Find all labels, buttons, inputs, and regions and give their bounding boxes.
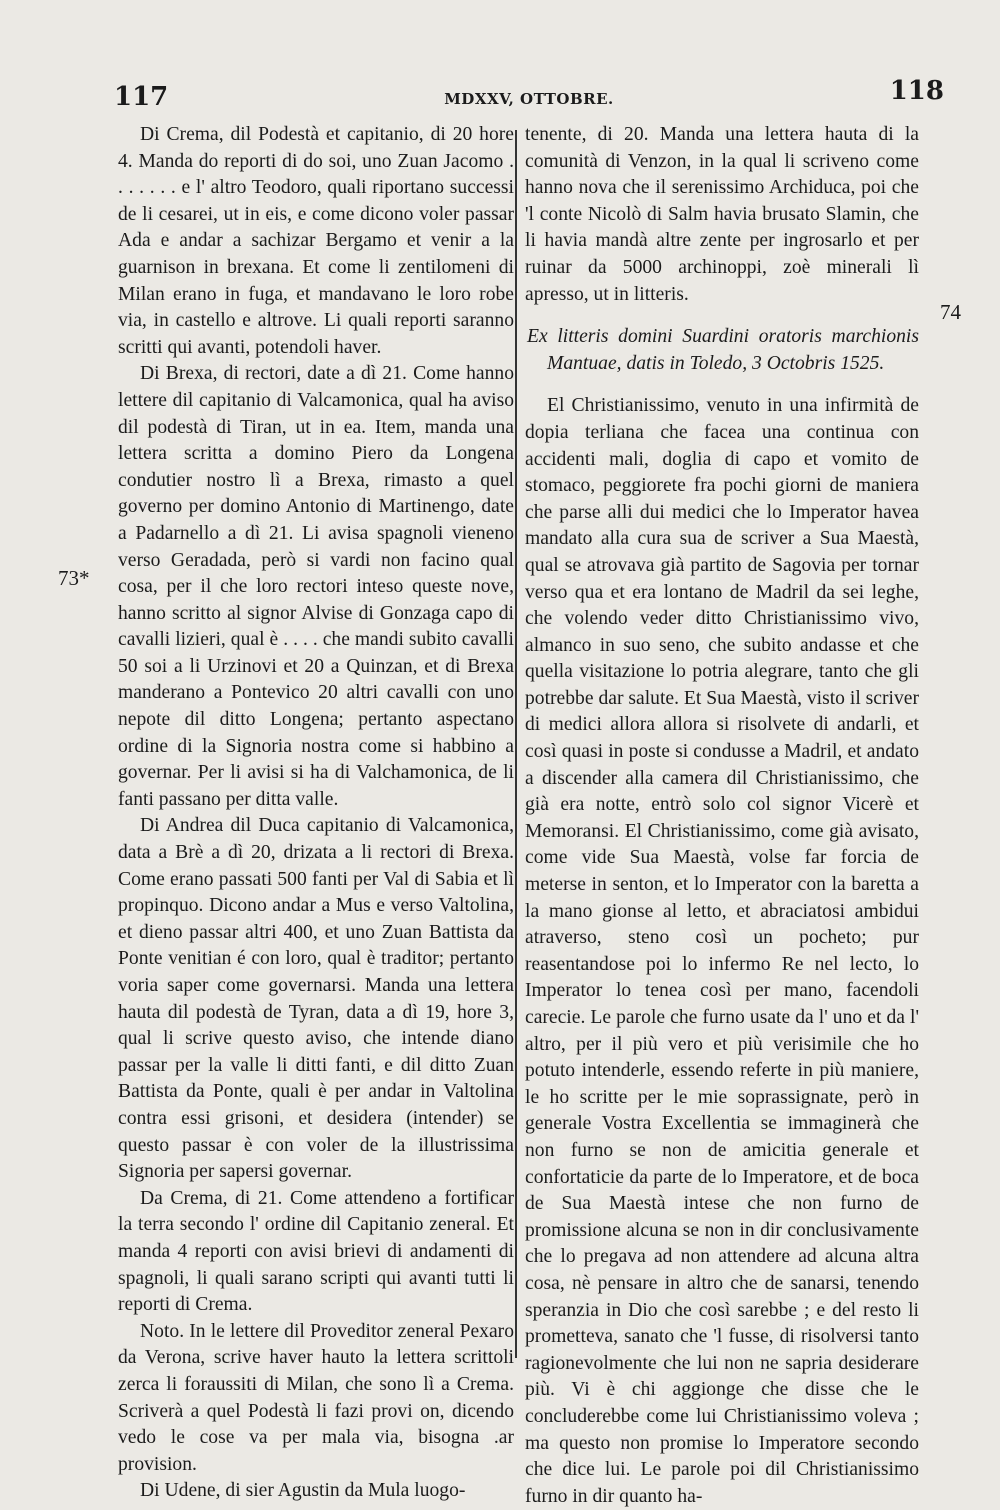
paragraph-udene: Di Udene, di sier Agustin da Mula luogo- — [140, 1480, 466, 1502]
paragraph-crema: Di Crema, dil Podestà et capitanio, di 20 hore 4. Manda do reporti di do soi, uno Zuan Jacomo . . . . . . . e l' altro Teodoro, quali riportano successi de li cesarei, ut in eis, e come dicono voler passar Ada e andar a sachizar Bergamo et venir a la guarnison in brexana. Et come li zentilomeni di Milan erano in fuga, et mandavano le loro robe via, in castello e altrove. Li quali reporti saranno scritti qui avanti, potendoli haver. — [118, 124, 514, 358]
column-divider — [515, 130, 517, 1358]
right-column — [525, 122, 919, 1510]
margin-number-right: 74 — [940, 300, 961, 324]
running-title: MDXXV, OTTOBRE. — [444, 90, 614, 108]
margin-number-left: 73* — [58, 566, 90, 590]
page-header — [114, 76, 944, 122]
page-number-left: 117 — [114, 82, 169, 112]
paragraph-crema-21: Da Crema, di 21. Come attendeno a fortificar la terra secondo l' ordine dil Capitanio zeneral. Et manda 4 reporti con avisi brievi di andamenti di spagnoli, li quali sarano scripti qui avanti tutti li reporti di Crema. — [118, 1187, 514, 1316]
left-column — [118, 122, 514, 1505]
page-number-right: 118 — [889, 76, 944, 106]
section-heading-suardini: Ex litteris domini Suardini oratoris marchionis Mantuae, datis in Toledo, 3 Octobris 1525. — [527, 326, 919, 374]
paragraph-christianissimo: El Christianissimo, venuto in una infirmità de dopia terliana che facea una continua con accidenti mali, doglia di capo et vomito de stomaco, peggiorete fra pochi giorni de maniera che parse alli dui medici che lo Imperator havea mandato alla cura sua de scriver a Sua Maestà, qual se atrovava già partito de Sagovia per tornar verso qua et era lontano de Madril da sei leghe, che volendo veder ditto Christianissimo vivo, almanco in suo seno, che subito andasse et che quella visitazione lo potria alegrare, tanto che gli potrebbe dar salute. Et Sua Maestà, visto il scriver di medici allora allora si risolvete di andarli, et così quasi in poste si condusse a Madril, et andato a discender alla camera dil Christianissimo, che già era notte, entrò solo col signor Vicerè et Memoransi. El Christianissimo, come già avisato, come vide Sua Maestà, volse far forcia de meterse in senton, et lo Imperator con la baretta a la mano gionse al letto, et abraciatosi ambidui atraverso, steno così un pocheto; pur reasentandose poi lo infermo Re nel lecto, lo Imperator lo tenea così per mano, facendoli carecie. Le parole che furno usate da l' uno et da l' altro, per il più vero et più verisimile che ho potuto intenderle, essendo referte in più maniere, le ho scritte per le mie soprassignate, però in generale Vostra Excellentia se immaginerà che non furno se non de amicitia generale et confortaticie da parte de lo Imperatore, et de boca de Sua Maestà intese che non furno de promissione alcuna se non in dir conclusivamente che lo pregava ad non attendere ad alcuna altra cosa, nè pensare in altro che de sanarsi, tenendo speranzia in Dio che così sarebbe ; e del resto li prometteva, sanato che 'l fusse, di risolversi tanto ragionevolmente che lui non ne sapria desiderare più. Vi è chi aggionge che disse che le concluderebbe come lui Christianissimo voleva ; ma questo non promise lo Imperatore secondo che dice lui. Le parole poi dil Christianissimo furno in dir quanto ha- — [525, 395, 919, 1507]
paragraph-brexa: Di Brexa, di rectori, date a dì 21. Come hanno lettere dil capitanio di Valcamonica, qual ha aviso dil podestà di Tiran, ut in ea. Item, manda una lettera scritta a domino Piero da Longena condutier nostro lì a Brexa, rimasto a quel governo per domino Antonio di Martinengo, date a Padarnello a dì 21. Li avisa spagnoli vieneno verso Geradada, però si vardi non facino qual cosa, per il che loro rectori inteso queste nove, hanno scritto al signor Alvise di Gonzaga capo di cavalli lizieri, qual è . . . . che mandi subito cavalli 50 soi a li Urzinovi et 20 a Quinzan, et di Brexa manderano a Pontevico 20 altri cavalli con uno nepote dil ditto Longena; pertanto aspectano ordine di la Signoria nostra come si habbino a governar. Per li avisi si ha di Valchamonica, de li fanti passano per ditta valle. — [118, 363, 514, 810]
paragraph-noto: Noto. In le lettere dil Proveditor zeneral Pexaro da Verona, scrive haver hauto la lettera scrittoli zerca li foraussiti di Milan, che sono lì a Crema. Scriverà a quel Podestà li fazi provi on, dicendo vedo le cose va per mala via, bisogna .ar provision. — [118, 1320, 514, 1475]
paragraph-andrea-dil-duca: Di Andrea dil Duca capitanio di Valcamonica, data a Brè a dì 20, drizata a li rectori di Brexa. Come erano passati 500 fanti per Val di Sabia et lì propinquo. Dicono andar a Mus e verso Valtolina, et dieno passar altri 400, et uno Zuan Battista da Ponte venitian é con loro, qual è traditor; pertanto voria saper come governarsi. Manda una lettera hauta dil podestà de Tyran, data a dì 19, hore 3, qual li scrive questo aviso, che intende diano passar per la valle li ditti fanti, e dil ditto Zuan Battista da Ponte, quali è per andar in Valtolina contra essi grisoni, et desidera (intender) se questo passar è con voler de la illustrissima Signoria per sapersi governar. — [118, 815, 514, 1183]
paragraph-udene-continued: tenente, di 20. Manda una lettera hauta di la comunità di Venzon, in la qual li scriveno come hanno nova che il serenissimo Archiduca, poi che 'l conte Nicolò di Salm havia brusato Slamin, che li havia mandà altre zente per ingrosarlo et per ruinar da 5000 archinoppi, zoè minerali lì apresso, ut in litteris. — [525, 124, 919, 305]
